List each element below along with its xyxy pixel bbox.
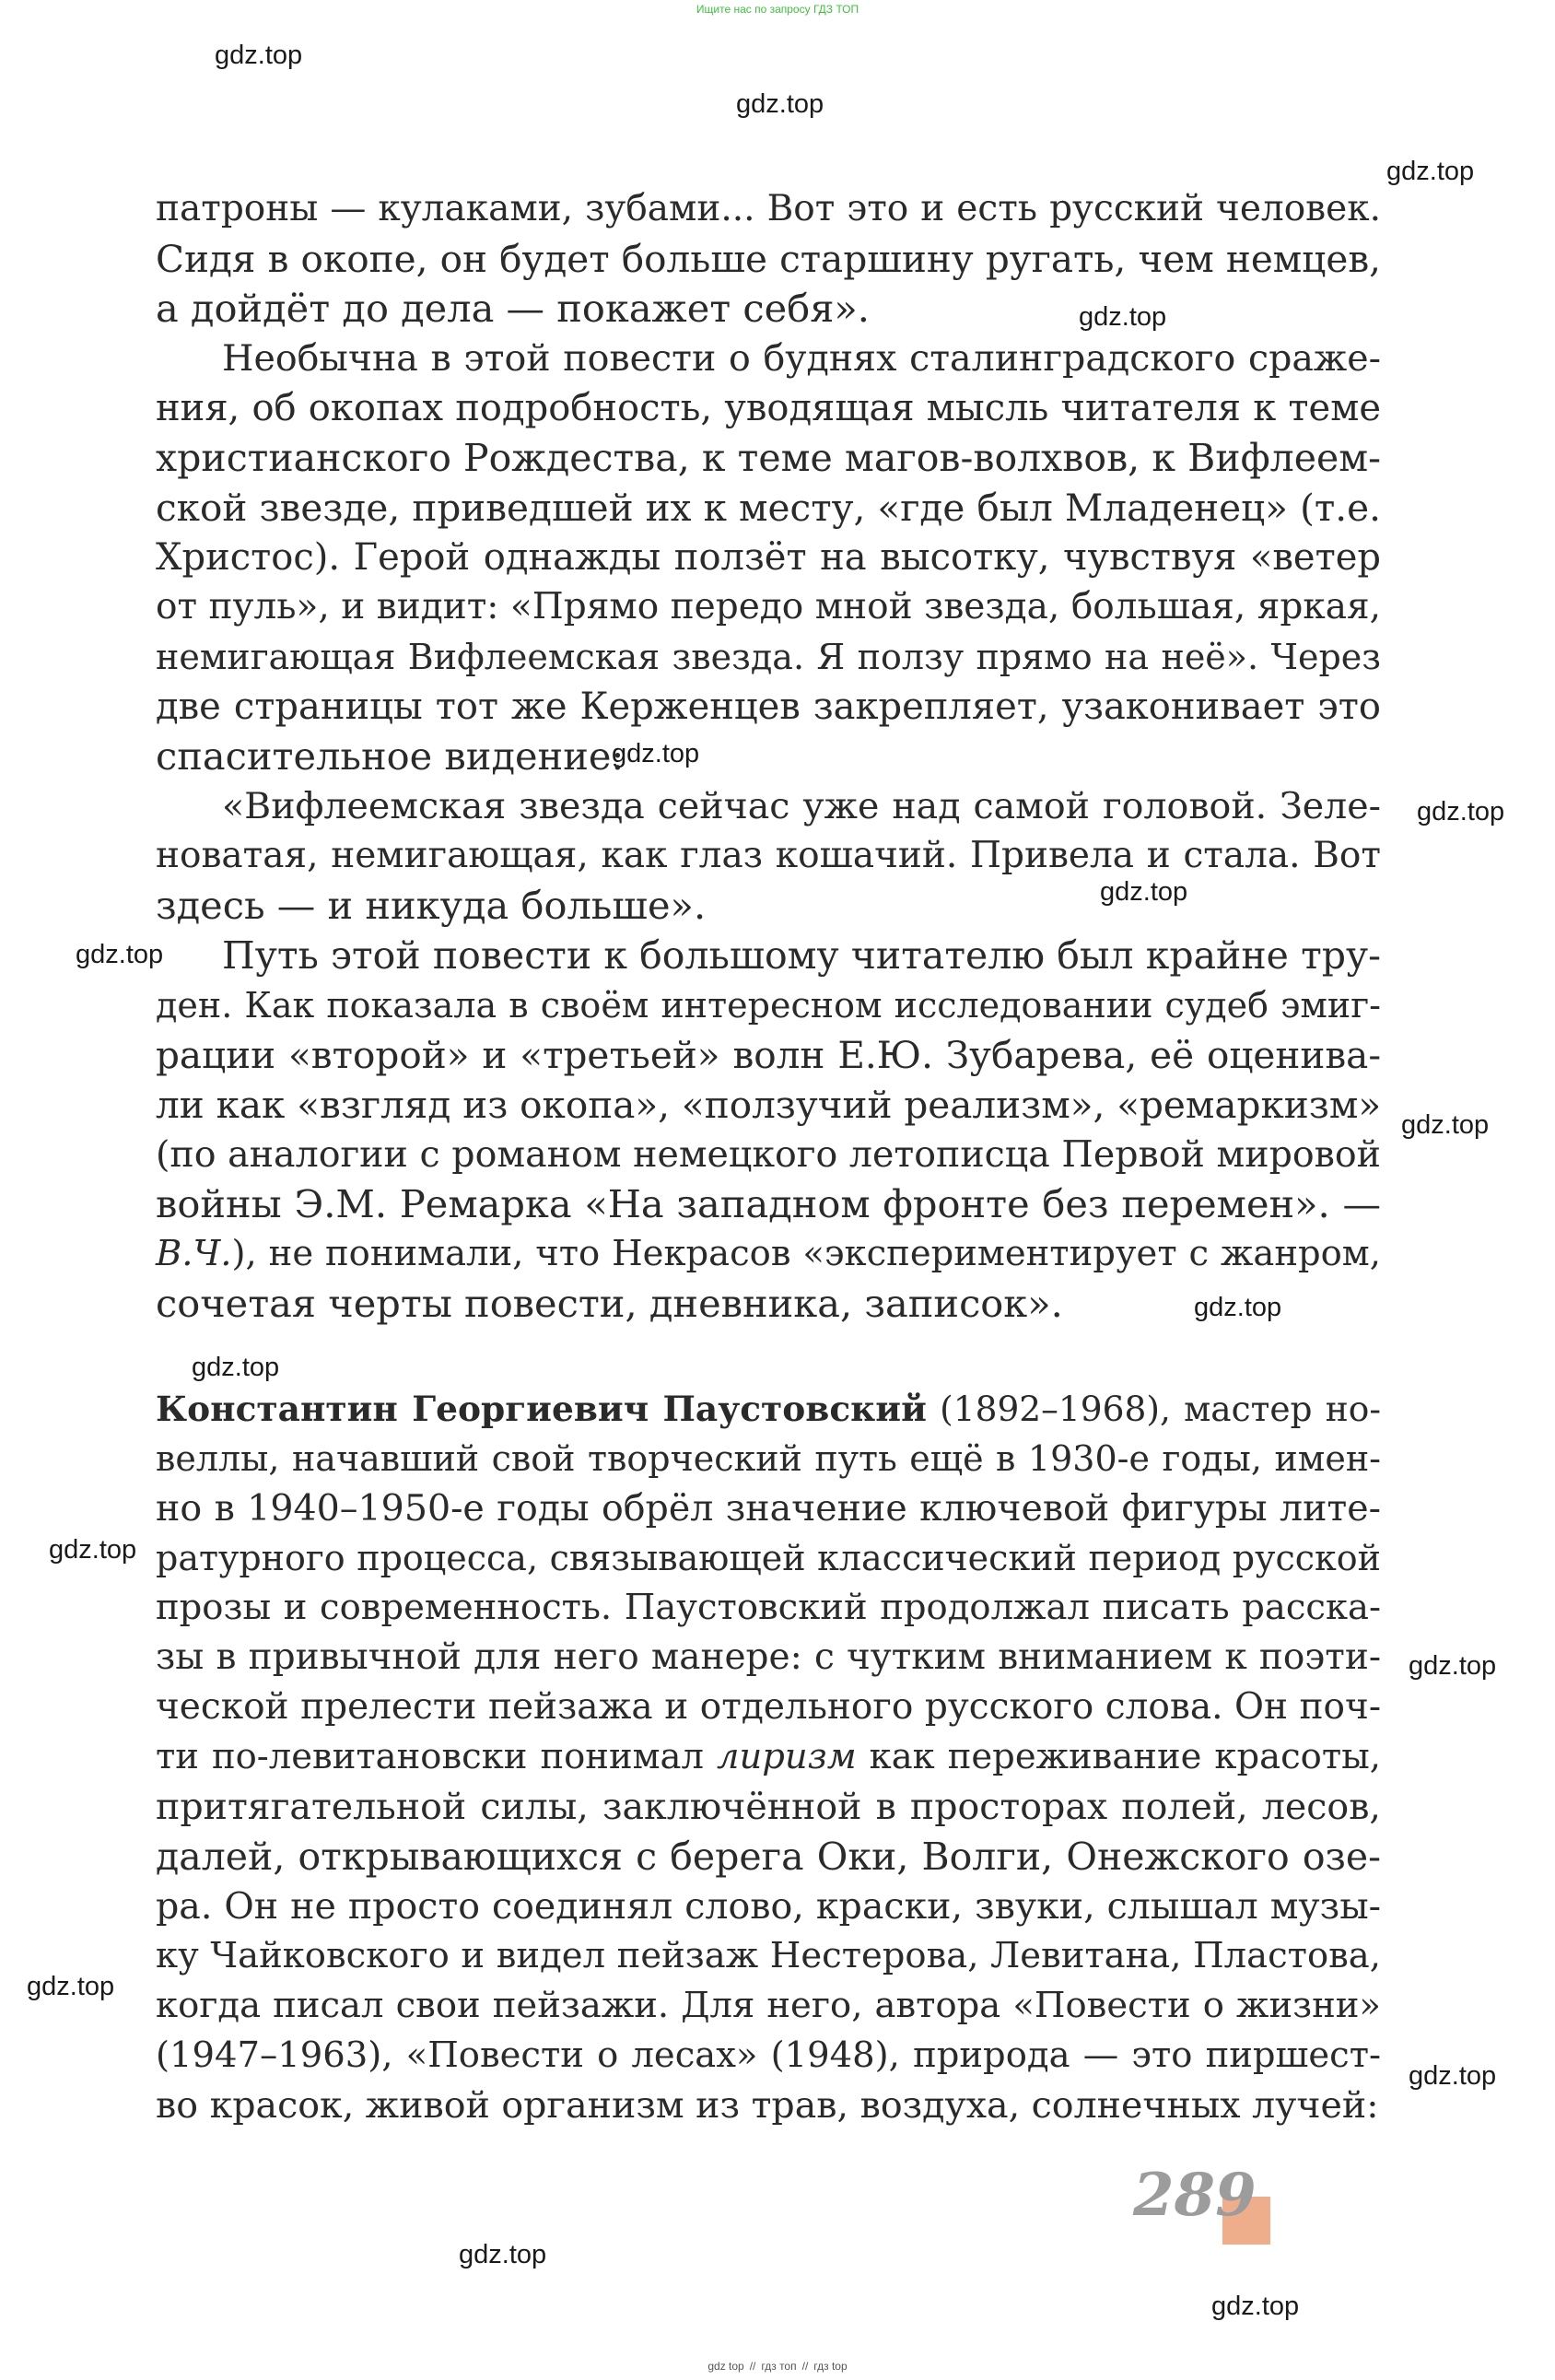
text-line: новатая, немигающая, как глаз кошачий. Привела и стала. Вот <box>156 835 1381 876</box>
text-line: Сидя в окопе, он будет больше старшину ругать, чем немцев, <box>156 237 1381 281</box>
text-line: ден. Как показала в своём интересном исследовании судеб эмиг- <box>156 985 1381 1026</box>
footer-link[interactable]: gdz top <box>707 2360 744 2373</box>
watermark: gdz.top <box>1194 1293 1282 1322</box>
footer-link[interactable]: гдз топ <box>761 2360 797 2373</box>
watermark: gdz.top <box>192 1353 280 1382</box>
paragraph <box>156 184 1381 334</box>
watermark: gdz.top <box>76 940 164 969</box>
text-line: патроны — кулаками, зубами... Вот это и есть русский человек. <box>156 188 1381 229</box>
watermark: gdz.top <box>1409 2061 1497 2091</box>
watermark: gdz.top <box>1079 302 1167 332</box>
watermark: gdz.top <box>215 41 303 70</box>
text-fragment: (1892–1968), мастер но- <box>926 1389 1382 1429</box>
text-line: от пуль», и видит: «Прямо передо мной звезда, большая, яркая, <box>156 586 1381 627</box>
text-fragment: ), не понимали, что Некрасов «экспериментирует с жанром, <box>231 1233 1381 1274</box>
watermark: gdz.top <box>1100 877 1188 907</box>
footer-links <box>0 2360 1555 2373</box>
text-line: ния, об окопах подробность, уводящая мысль читателя к теме <box>156 387 1381 429</box>
text-line: веллы, начавший свой творческий путь ещё в 1930-е годы, имен- <box>156 1438 1381 1479</box>
author-initials: В.Ч. <box>156 1233 232 1274</box>
text-line: ской звезде, приведшей их к месту, «где был Младенец» (т.е. <box>156 486 1381 530</box>
paragraph <box>156 1384 1381 2130</box>
text-line: прозы и современность. Паустовский продолжал писать расска- <box>156 1587 1381 1628</box>
text-line: (по аналогии с романом немецкого летописца Первой мировой <box>156 1133 1381 1176</box>
text-line: рации «второй» и «третьей» волн Е.Ю. Зубарева, её оценива- <box>156 1033 1381 1077</box>
page-text <box>156 184 1381 1329</box>
text-line <box>156 1229 1381 1279</box>
text-line: Путь этой повести к большому читателю был крайне тру- <box>222 933 1381 978</box>
page-number: 289 <box>1133 2161 1257 2230</box>
paragraph <box>156 334 1381 781</box>
emphasis-term: лиризм <box>716 1736 857 1777</box>
text-line: Необычна в этой повести о буднях сталинградского сраже- <box>222 337 1381 380</box>
text-line: когда писал свои пейзажи. Для него, автора «Повести о жизни» <box>156 1985 1381 2026</box>
text-line: ра. Он не просто соединял слово, краски, звуки, слышал музы- <box>156 1885 1381 1928</box>
watermark: gdz.top <box>612 739 700 768</box>
watermark: gdz.top <box>1409 1651 1497 1681</box>
text-line <box>156 1732 1381 1782</box>
text-line: ку Чайковского и видел пейзаж Нестерова, Левитана, Пластова, <box>156 1935 1381 1976</box>
watermark: gdz.top <box>1211 2292 1300 2321</box>
text-line: зы в привычной для него манере: с чутким вниманием к поэти- <box>156 1636 1381 1678</box>
text-line: ческой прелести пейзажа и отдельного русского слова. Он поч- <box>156 1686 1381 1728</box>
text-line: две страницы тот же Керженцев закрепляет, узаконивает это <box>156 686 1381 728</box>
author-name: Константин Георгиевич Паустовский <box>156 1389 927 1429</box>
text-line: здесь — и никуда больше». <box>156 883 707 928</box>
watermark: gdz.top <box>27 1972 115 2001</box>
quote-paragraph <box>156 781 1381 931</box>
text-line: (1947–1963), «Повести о лесах» (1948), природа — это пиршест- <box>156 2034 1381 2076</box>
paragraph <box>156 931 1381 1329</box>
text-line <box>156 1384 1381 1434</box>
top-banner[interactable]: Ищите нас по запросу ГДЗ ТОП <box>696 3 859 16</box>
watermark: gdz.top <box>1417 797 1505 827</box>
text-line: но в 1940–1950-е годы обрёл значение ключевой фигуры лите- <box>156 1487 1381 1530</box>
text-line: Христос). Герой однажды ползёт на высотку, чувствуя «ветер <box>156 536 1381 579</box>
text-line: спасительное видение: <box>156 733 625 779</box>
page-text-section-2 <box>156 1384 1381 2130</box>
footer-link[interactable]: гдз top <box>813 2360 848 2373</box>
text-fragment: как переживание красоты, <box>856 1736 1381 1777</box>
text-line: ли как «взгляд из окопа», «ползучий реализм», «ремаркизм» <box>156 1083 1382 1127</box>
watermark: gdz.top <box>1401 1110 1490 1140</box>
watermark: gdz.top <box>49 1535 137 1565</box>
text-line: ратурного процесса, связывающей классический период русской <box>156 1538 1381 1578</box>
watermark: gdz.top <box>736 89 824 119</box>
text-line: христианского Рождества, к теме магов-волхвов, к Вифлеем- <box>156 436 1381 480</box>
footer-separator: // <box>749 2360 756 2373</box>
watermark: gdz.top <box>1386 157 1475 186</box>
watermark: gdz.top <box>459 2240 547 2269</box>
text-line: а дойдёт до дела — покажет себя». <box>156 286 870 331</box>
footer-separator: // <box>801 2360 809 2373</box>
text-line: во красок, живой организм из трав, воздуха, солнечных лучей: <box>156 2084 1379 2127</box>
text-line: немигающая Вифлеемская звезда. Я ползу прямо на неё». Через <box>156 637 1381 677</box>
text-line: «Вифлеемская звезда сейчас уже над самой головой. Зеле- <box>222 785 1381 827</box>
text-fragment: ти по-левитановски понимал <box>156 1736 717 1777</box>
text-line: войны Э.М. Ремарка «На западном фронте без перемен». — <box>156 1181 1381 1226</box>
text-line: сочетая черты повести, дневника, записок». <box>156 1281 1063 1326</box>
text-line: притягательной силы, заключённой в просторах полей, лесов, <box>156 1786 1381 1828</box>
text-line: далей, открывающихся с берега Оки, Волги, Онежского озе- <box>156 1835 1381 1879</box>
